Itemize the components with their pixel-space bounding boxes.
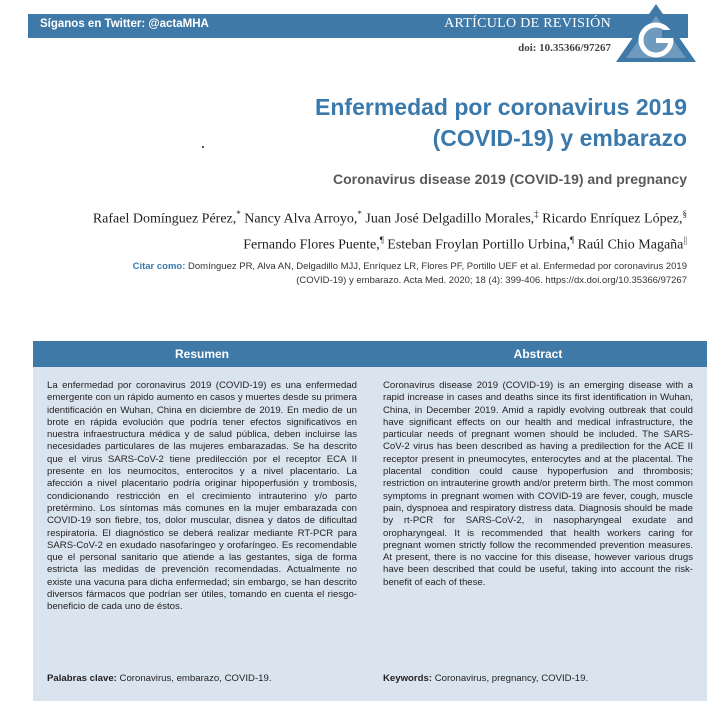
journal-logo-icon [614,2,698,64]
abstract-keywords [383,673,588,684]
keywords-label: Palabras clave: [47,673,117,684]
author-affiliation-mark: || [683,234,687,245]
author-line-2 [27,230,687,256]
author-affiliation-mark: * [357,209,362,219]
author-name: Ricardo Enríquez López, [542,211,683,227]
author-name: Raúl Chio Magaña [577,237,684,253]
stray-dot [202,146,204,148]
twitter-handle[interactable]: Síganos en Twitter: @actaMHA [40,18,209,30]
resumen-heading: Resumen [33,341,371,367]
citation-block [117,260,687,288]
author-line-1 [27,204,687,230]
author-affiliation-mark: ¶ [379,234,384,245]
resumen-panel [33,341,371,701]
resumen-body: La enfermedad por coronavirus 2019 (COVID-19) es una enfermedad emergente con un rápido aumento en casos y muertes desde su primera identificación en Wuhan, China en diciembre de 2019. En medio de un brote en rápida evolución que podría tener efectos significativos en nuestra infraestructura médica y de salud pública, deben incluirse las necesidades particulares de las mujeres embarazadas. Se ha descrito que el virus SARS-CoV-2 tiene predilección por el receptor ECA II presente en los neumocitos, enterocitos y a nivel placentario. La afección a nivel placentario podría originar hipoperfusión y trombosis, condicionando restricción en el crecimiento intrauterino y/o parto pretérmino. Los síntomas más comunes en la mujer embarazada con COVID-19 son fiebre, tos, dolor muscular, disnea y datos de dificultad respiratoria. El diagnóstico se deberá realizar mediante RT-PCR para SARS-CoV-2 en exudado nasofaríngeo y orofaríngeo. Es recomendable que el personal sanitario que atiende a las gestantes, siga de forma estricta las medidas de prevención recomendadas. Actualmente no existe una vacuna para dicha enfermedad; sin embargo, se han descrito diversos fármacos que podrían ser útiles, tomando en cuenta el riesgo-beneficio de cada uno de éstos. [47,380,357,613]
keywords-label: Keywords: [383,673,433,684]
author-affiliation-mark: § [682,209,687,219]
title-line-2: (COVID-19) y embarazo [432,125,687,151]
abstract-heading: Abstract [369,341,707,367]
author-name: Fernando Flores Puente, [243,237,380,253]
article-type-label: ARTÍCULO DE REVISIÓN [444,16,611,31]
title-line-1: Enfermedad por coronavirus 2019 [315,94,687,120]
resumen-keywords [47,673,272,684]
author-affiliation-mark: ¶ [570,234,575,245]
author-name: Esteban Froylan Portillo Urbina, [387,237,571,253]
author-name: Juan José Delgadillo Morales, [365,211,535,227]
keywords-text: Coronavirus, embarazo, COVID-19. [119,673,272,684]
doi-label[interactable]: doi: 10.35366/97267 [518,42,611,54]
author-affiliation-mark: * [236,209,241,219]
citation-text[interactable]: Domínguez PR, Alva AN, Delgadillo MJJ, Enríquez LR, Flores PF, Portillo UEF et al. Enfermedad por coronavirus 2019 (COVID-19) y embarazo. Acta Med. 2020; 18 (4): 399-406. https://dx.doi.org/10.35366/97267 [188,261,687,286]
article-title [187,92,687,154]
english-title: Coronavirus disease 2019 (COVID-19) and pregnancy [332,171,687,187]
author-list [27,204,687,255]
author-name: Rafael Domínguez Pérez, [92,211,237,227]
keywords-text: Coronavirus, pregnancy, COVID-19. [434,673,589,684]
abstract-body: Coronavirus disease 2019 (COVID-19) is an emerging disease with a rapid increase in cases and deaths since its first identification in Wuhan, China, in December 2019. Amid a rapidly evolving outbreak that could have significant effects on our health and medical infrastructure, the particular needs of pregnant women should be included. The SARS-CoV-2 virus has been described as having a predilection for the ACE II receptor present in pneumocytes, enterocytes and at the placental. The placental condition could cause hypoperfusion and thrombosis; restriction on intrauterine growth and/or preterm birth. The most common symptoms in pregnant women with COVID-19 are fever, cough, muscle pain, dyspnoea and respiratory distress data. Diagnosis should be made by rt-PCR for SARS-CoV-2, in nasopharyngeal exudate and oropharyngeal. It is recommended that health workers caring for pregnant women strictly follow the recommended prevention measures. At present, there is no vaccine for this disease, however various drugs have been described that could be useful, taking into account the risk-benefit of each of these. [383,380,693,588]
author-name: Nancy Alva Arroyo, [244,211,358,227]
abstract-panel [369,341,707,701]
citation-label: Citar como: [132,261,186,272]
author-affiliation-mark: ‡ [534,209,539,219]
